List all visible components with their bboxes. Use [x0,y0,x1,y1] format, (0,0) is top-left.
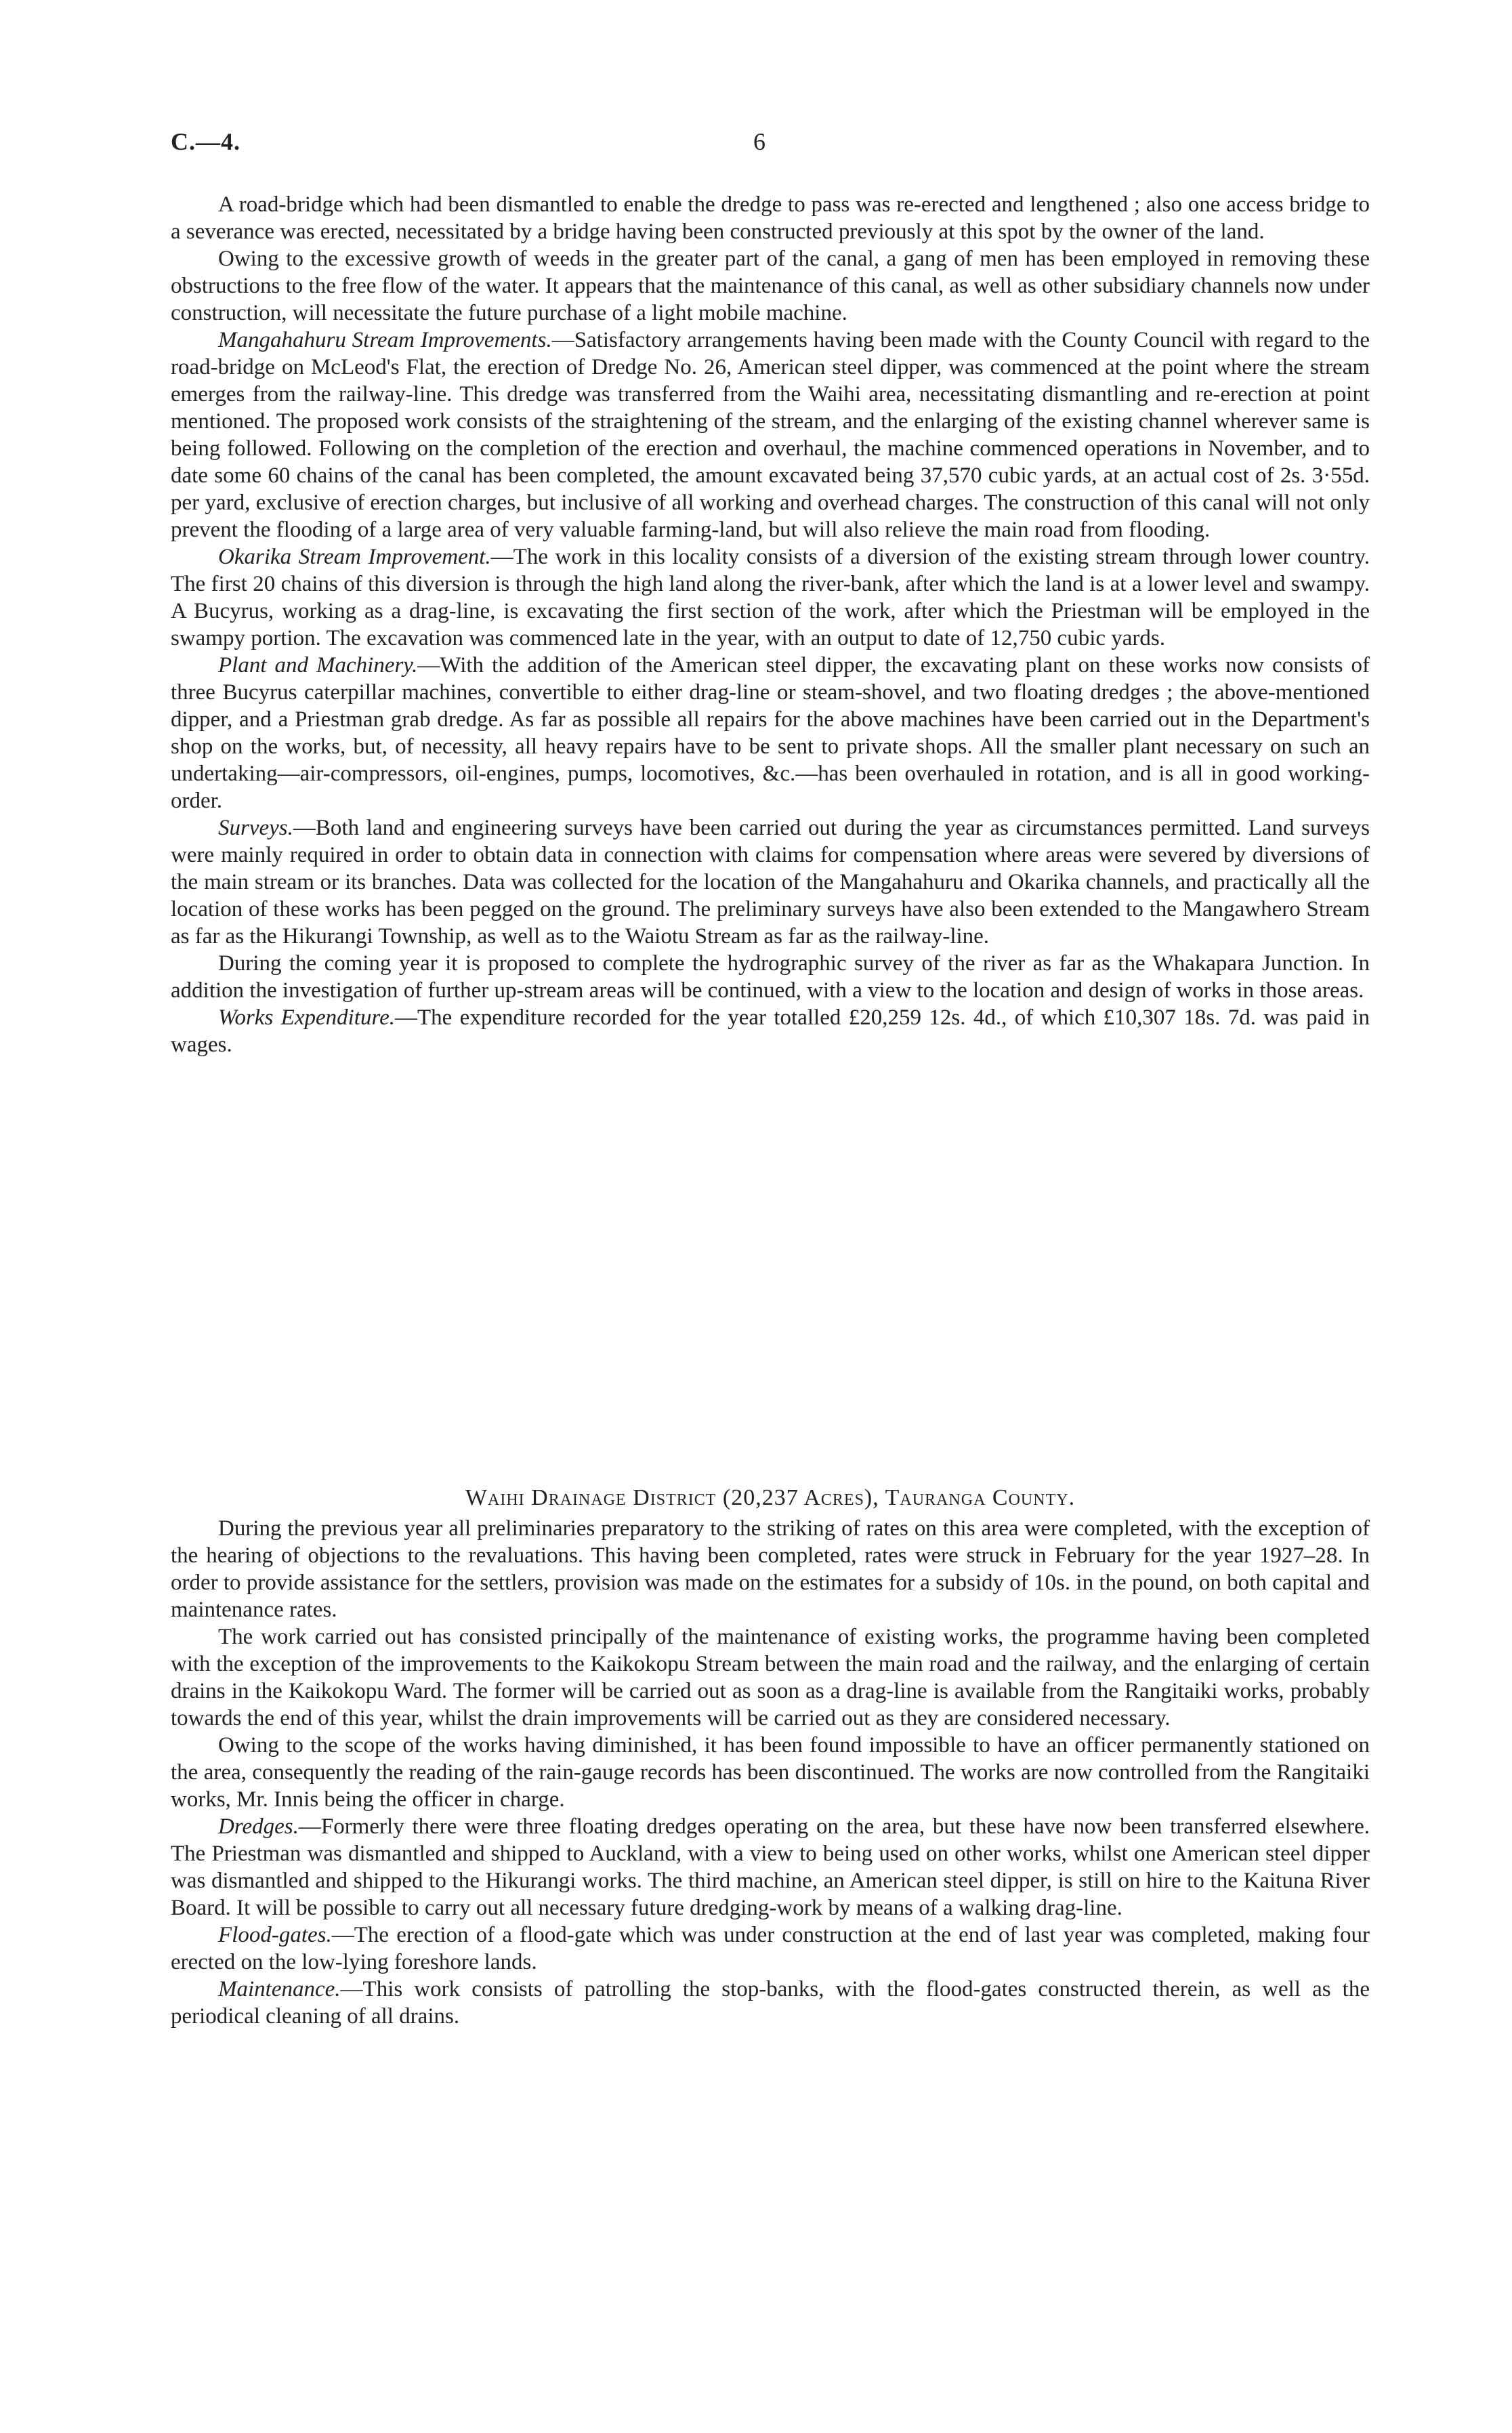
paragraph [171,1732,1370,1813]
paragraph [171,1515,1370,1623]
paragraph [171,814,1370,950]
paragraph-lead: Flood-gates. [218,1923,332,1947]
paragraph [171,1921,1370,1976]
section-heading [171,1485,1370,1511]
page-number: 6 [753,128,765,155]
paragraph [171,1623,1370,1732]
page-reference: C.—4. [171,128,240,155]
paragraph-text: —With the addition of the American steel dipper, the excavating plant on these works now consists of three Bucyrus caterpillar machines, convertible to either drag-line or steam-shovel, and two floating dredges ; the above-mentioned dipper, and a Priestman grab dredge. As far as possible all repairs for the above machines have been carried out in the Department's shop on the works, but, of necessity, all heavy repairs have to be sent to private shops. All the smaller plant necessary on such an undertaking—air-compressors, oil-engines, pumps, locomotives, &c.—has been overhauled in rotation, and is all in good working-order. [171,653,1370,813]
paragraph [171,1976,1370,2030]
paragraph [171,652,1370,814]
paragraph-text: During the previous year all preliminaries preparatory to the striking of rates on this area were completed, with the exception of the hearing of objections to the revaluations. This having been completed, rates were struck in February for the year 1927–28. In order to provide assistance for the settlers, provision was made on the estimates for a subsidy of 10s. in the pound, on both capital and maintenance rates. [171,1516,1370,1622]
paragraph [171,1813,1370,1921]
paragraph-text: —The expenditure recorded for the year totalled £20,259 12s. 4d., of which £10,307 18s. 7d. was paid in wages. [171,1005,1370,1057]
paragraph-lead: Surveys. [218,816,293,840]
paragraph-lead: Mangahahuru Stream Improvements. [218,328,552,352]
section-heading-text: Waihi Drainage District (20,237 Acres), Tauranga County. [465,1485,1076,1510]
paragraph-text: —Formerly there were three floating dredges operating on the area, but these have now been transferred elsewhere. The Priestman was dismantled and shipped to Auckland, with a view to being used on other works, whilst one American steel dipper was dismantled and shipped to the Hikurangi works. The third machine, an American steel dipper, is still on hire to the Kaituna River Board. It will be possible to carry out all necessary future dredging-work by means of a walking drag-line. [171,1814,1370,1920]
page-header [171,127,1377,168]
paragraph-lead: Dredges. [218,1814,299,1839]
section-2-body [171,1515,1370,2030]
paragraph [171,191,1370,245]
paragraph [171,327,1370,543]
paragraph-text: —Both land and engineering surveys have been carried out during the year as circumstances permitted. Land surveys were mainly required in order to obtain data in connection with claims for compensation where areas were severed by diversions of the main stream or its branches. Data was collected for the location of the Mangahahuru and Okarika channels, and practically all the location of these works has been pegged on the ground. The preliminary surveys have also been extended to the Mangawhero Stream as far as the Hikurangi Township, as well as to the Waiotu Stream as far as the railway-line. [171,816,1370,949]
paragraph [171,1004,1370,1058]
paragraph-text: —Satisfactory arrangements having been made with the County Council with regard to the road-bridge on McLeod's Flat, the erection of Dredge No. 26, American steel dipper, was commenced at the point where the stream emerges from the railway-line. This dredge was transferred from the Waihi area, necessitating dismantling and re-erection at point mentioned. The proposed work consists of the straightening of the stream, and the enlarging of the existing channel wherever same is being followed. Following on the completion of the erection and overhaul, the machine commenced operations in November, and to date some 60 chains of the canal has been completed, the amount excavated being 37,570 cubic yards, at an actual cost of 2s. 3·55d. per yard, exclusive of erection charges, but inclusive of all working and overhead charges. The construction of this canal will not only prevent the flooding of a large area of very valuable farming-land, but will also relieve the main road from flooding. [171,328,1370,542]
section-1-body [171,191,1370,1058]
paragraph-text: The work carried out has consisted principally of the maintenance of existing works, the programme having been completed with the exception of the improvements to the Kaikokopu Stream between the main road and the railway, and the enlarging of certain drains in the Kaikokopu Ward. The former will be carried out as soon as a drag-line is available from the Rangitaiki works, probably towards the end of this year, whilst the drain improvements will be carried out as they are considered necessary. [171,1625,1370,1730]
paragraph-text: During the coming year it is proposed to complete the hydrographic survey of the river as far as the Whakapara Junction. In addition the investigation of further up-stream areas will be continued, with a view to the location and design of works in those areas. [171,951,1370,1003]
paragraph-lead: Maintenance. [218,1977,341,2001]
paragraph-text: Owing to the scope of the works having diminished, it has been found impossible to have an officer permanently stationed on the area, consequently the reading of the rain-gauge records has been discontinued. The works are now controlled from the Rangitaiki works, Mr. Innis being the officer in charge. [171,1733,1370,1812]
paragraph [171,245,1370,327]
paragraph-lead: Plant and Machinery. [218,653,418,678]
paragraph-text: —This work consists of patrolling the stop-banks, with the flood-gates constructed therein, as well as the periodical cleaning of all drains. [171,1977,1370,2029]
paragraph-lead: Okarika Stream Improvement. [218,545,491,569]
paragraph-text: A road-bridge which had been dismantled to enable the dredge to pass was re-erected and lengthened ; also one access bridge to a severance was erected, necessitated by a bridge having been constructed previously at this spot by the owner of the land. [171,192,1370,244]
paragraph-text: Owing to the excessive growth of weeds in the greater part of the canal, a gang of men has been employed in removing these obstructions to the free flow of the water. It appears that the maintenance of this canal, as well as other subsidiary channels now under construction, will necessitate the future purchase of a light mobile machine. [171,247,1370,325]
paragraph-text: —The erection of a flood-gate which was under construction at the end of last year was completed, making four erected on the low-lying foreshore lands. [171,1923,1370,1974]
paragraph [171,950,1370,1004]
paragraph-text: —The work in this locality consists of a diversion of the existing stream through lower country. The first 20 chains of this diversion is through the high land along the river-bank, after which the land is at a lower level and swampy. A Bucyrus, working as a drag-line, is excavating the first section of the work, after which the Priestman will be employed in the swampy portion. The excavation was commenced late in the year, with an output to date of 12,750 cubic yards. [171,545,1370,650]
paragraph [171,543,1370,652]
paragraph-lead: Works Expenditure. [218,1005,395,1030]
